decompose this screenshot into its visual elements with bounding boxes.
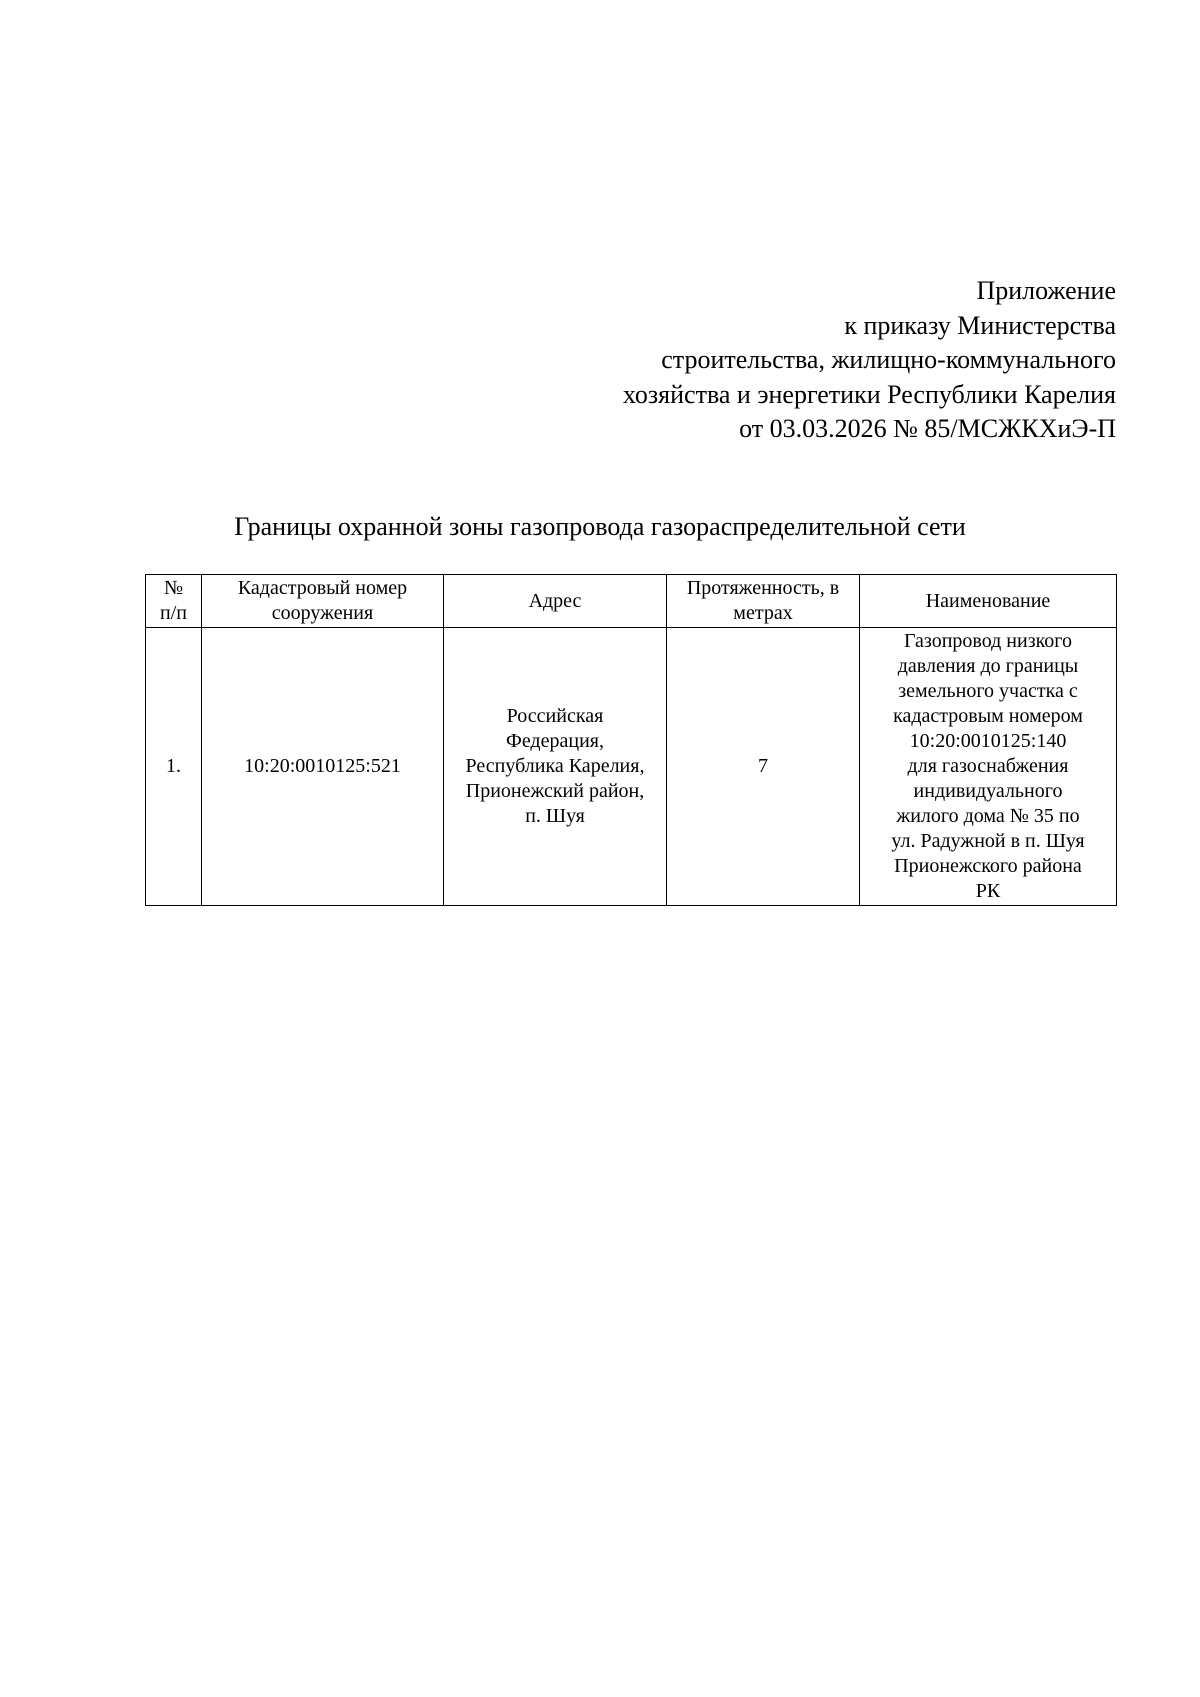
- cell-name: Газопровод низкого давления до границы земельного участка с кадастровым номером 10:20:0010125:140 для газоснабжения индивидуального жилого дома № 35 по ул. Радужной в п. Шуя Прионежского района РК: [860, 628, 1117, 906]
- appendix-header: [623, 274, 1116, 447]
- cell-length: 7: [667, 628, 860, 906]
- appendix-line: хозяйства и энергетики Республики Карелия: [622, 379, 1116, 409]
- table-header-row: [146, 575, 1117, 628]
- cell-address: Российская Федерация, Республика Карелия, Прионежский район, п. Шуя: [444, 628, 667, 906]
- protection-zone-table: [145, 574, 1117, 906]
- header-cadastral-number: Кадастровый номер сооружения: [202, 575, 444, 628]
- table-row: [146, 628, 1117, 906]
- appendix-line: строительства, жилищно-коммунального: [661, 345, 1116, 374]
- header-address: Адрес: [444, 575, 667, 628]
- document-title: Границы охранной зоны газопровода газораспределительной сети: [234, 512, 966, 541]
- header-name: Наименование: [860, 575, 1117, 628]
- appendix-line: Приложение: [976, 276, 1116, 305]
- appendix-line: от 03.03.2026 № 85/МСЖКХиЭ-П: [739, 414, 1116, 443]
- appendix-line: к приказу Министерства: [844, 310, 1116, 340]
- header-number: № п/п: [146, 575, 202, 628]
- cell-number: 1.: [146, 628, 202, 906]
- header-length: Протяженность, в метрах: [667, 575, 860, 628]
- cell-cadastral-number: 10:20:0010125:521: [202, 628, 444, 906]
